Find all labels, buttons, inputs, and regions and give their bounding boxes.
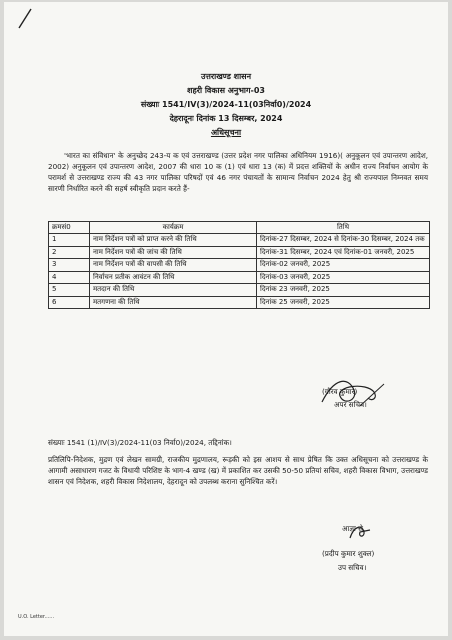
- program-cell: नाम निर्देशन पत्रों की जांच की तिथि: [90, 246, 257, 258]
- slash-mark-icon: [16, 6, 34, 30]
- document-page: [4, 2, 448, 636]
- signatory2-name: (प्रदीप कुमार शुक्ल): [322, 549, 375, 558]
- place-date: देहरादूनः दिनांक 13 दिसम्बर, 2024: [169, 114, 283, 123]
- government-heading: उत्तराखण्ड शासन: [200, 72, 252, 81]
- department-heading: शहरी विकास अनुभाग-03: [187, 86, 265, 95]
- table-row: [49, 259, 430, 271]
- signature-mark-icon: [330, 520, 390, 542]
- table-row: [49, 246, 430, 258]
- program-cell: नाम निर्देशन पत्रों को प्राप्त करने की तिथि: [90, 234, 257, 246]
- serial-cell: 5: [49, 284, 90, 296]
- serial-cell: 4: [49, 271, 90, 283]
- date-cell: दिनांक-02 जनवरी, 2025: [257, 259, 430, 271]
- serial-cell: 6: [49, 296, 90, 308]
- serial-cell: 3: [49, 259, 90, 271]
- date-cell: दिनांक 25 जनवरी, 2025: [257, 296, 430, 308]
- serial-cell: 2: [49, 246, 90, 258]
- column-header-date: तिथि: [257, 222, 430, 234]
- signatory1-name: (गौरव कुमार): [322, 387, 358, 396]
- program-cell: निर्वाचन प्रतीक आवंटन की तिथि: [90, 271, 257, 283]
- date-cell: दिनांक 23 जनवरी, 2025: [257, 284, 430, 296]
- program-cell: मतदान की तिथि: [90, 284, 257, 296]
- program-cell: मतगणना की तिथि: [90, 296, 257, 308]
- table-row: [49, 271, 430, 283]
- body-paragraph: 'भारत का संविधान' के अनुच्छेद 243-य क एवं उत्तराखण्ड (उत्तर प्रदेश नगर पालिका अधिनियम 1916)( अनुकूलन एवं उपान्तरण आदेश, 2002) अनुकूलन एवं उपान्तरण आदेश, 2007 की धारा 10 क (1) एवं धारा 13 (क) में प्रदत्त शक्तियों के अधीन राज्य निर्वाचन आयोग के परामर्श से उत्तराखण्ड राज्य की 43 नगर पालिका परिषदों एवं 46 नगर पंचायतों के सामान्य निर्वाचन 2024 हेतु श्री राज्यपाल निम्नवत समय सारणी निर्धारित करने की सहर्ष स्वीकृति प्रदान करते हैं-: [48, 151, 428, 194]
- notice-title: अधिसूचना: [210, 128, 242, 137]
- program-cell: नाम निर्देशन पत्रों की वापसी की तिथि: [90, 259, 257, 271]
- table-row: [49, 284, 430, 296]
- date-cell: दिनांक-27 दिसम्बर, 2024 से दिनांक-30 दिसम्बर, 2024 तक: [257, 234, 430, 246]
- by-order-text: आज्ञा से,: [342, 524, 366, 533]
- date-cell: दिनांक-03 जनवरी, 2025: [257, 271, 430, 283]
- table-header-row: [49, 222, 430, 234]
- footer-note: U.O. Letter......: [18, 614, 55, 620]
- signatory1-designation: अपर सचिव।: [334, 400, 367, 409]
- schedule-table: [48, 221, 430, 309]
- serial-cell: 1: [49, 234, 90, 246]
- copy-paragraph: प्रतिलिपि-निदेशक, मुद्रण एवं लेखन सामग्री, राजकीय मुद्रणालय, रूड़की को इस आशय से साथ प्रेषित कि उक्त अधिसूचना को उत्तराखण्ड के आगामी असाधारण गजट के विधायी परिशिष्ट के भाग-4 खण्ड (ख) में प्रकाशित कर उसकी 50-50 प्रतियां सचिव, शहरी विकास विभाग, उत्तराखण्ड शासन एवं निदेशक, शहरी विकास निदेशालय, देहरादून को उपलब्ध कराना सुनिश्चित करें।: [48, 455, 428, 487]
- column-header-serial: क्रमसं0: [49, 222, 90, 234]
- notification-number: संख्याः 1541/IV(3)/2024-11(03निर्वा0)/2024: [140, 100, 312, 109]
- signatory2-designation: उप सचिव।: [338, 563, 367, 572]
- table-row: [49, 234, 430, 246]
- column-header-program: कार्यक्रम: [90, 222, 257, 234]
- table-row: [49, 296, 430, 308]
- date-cell: दिनांक-31 दिसम्बर, 2024 एवं दिनांक-01 जनवरी, 2025: [257, 246, 430, 258]
- copy-number: संख्याः 1541 (1)/IV(3)/2024-11(03 निर्वा0)/2024, तद्दिनांक।: [48, 438, 232, 447]
